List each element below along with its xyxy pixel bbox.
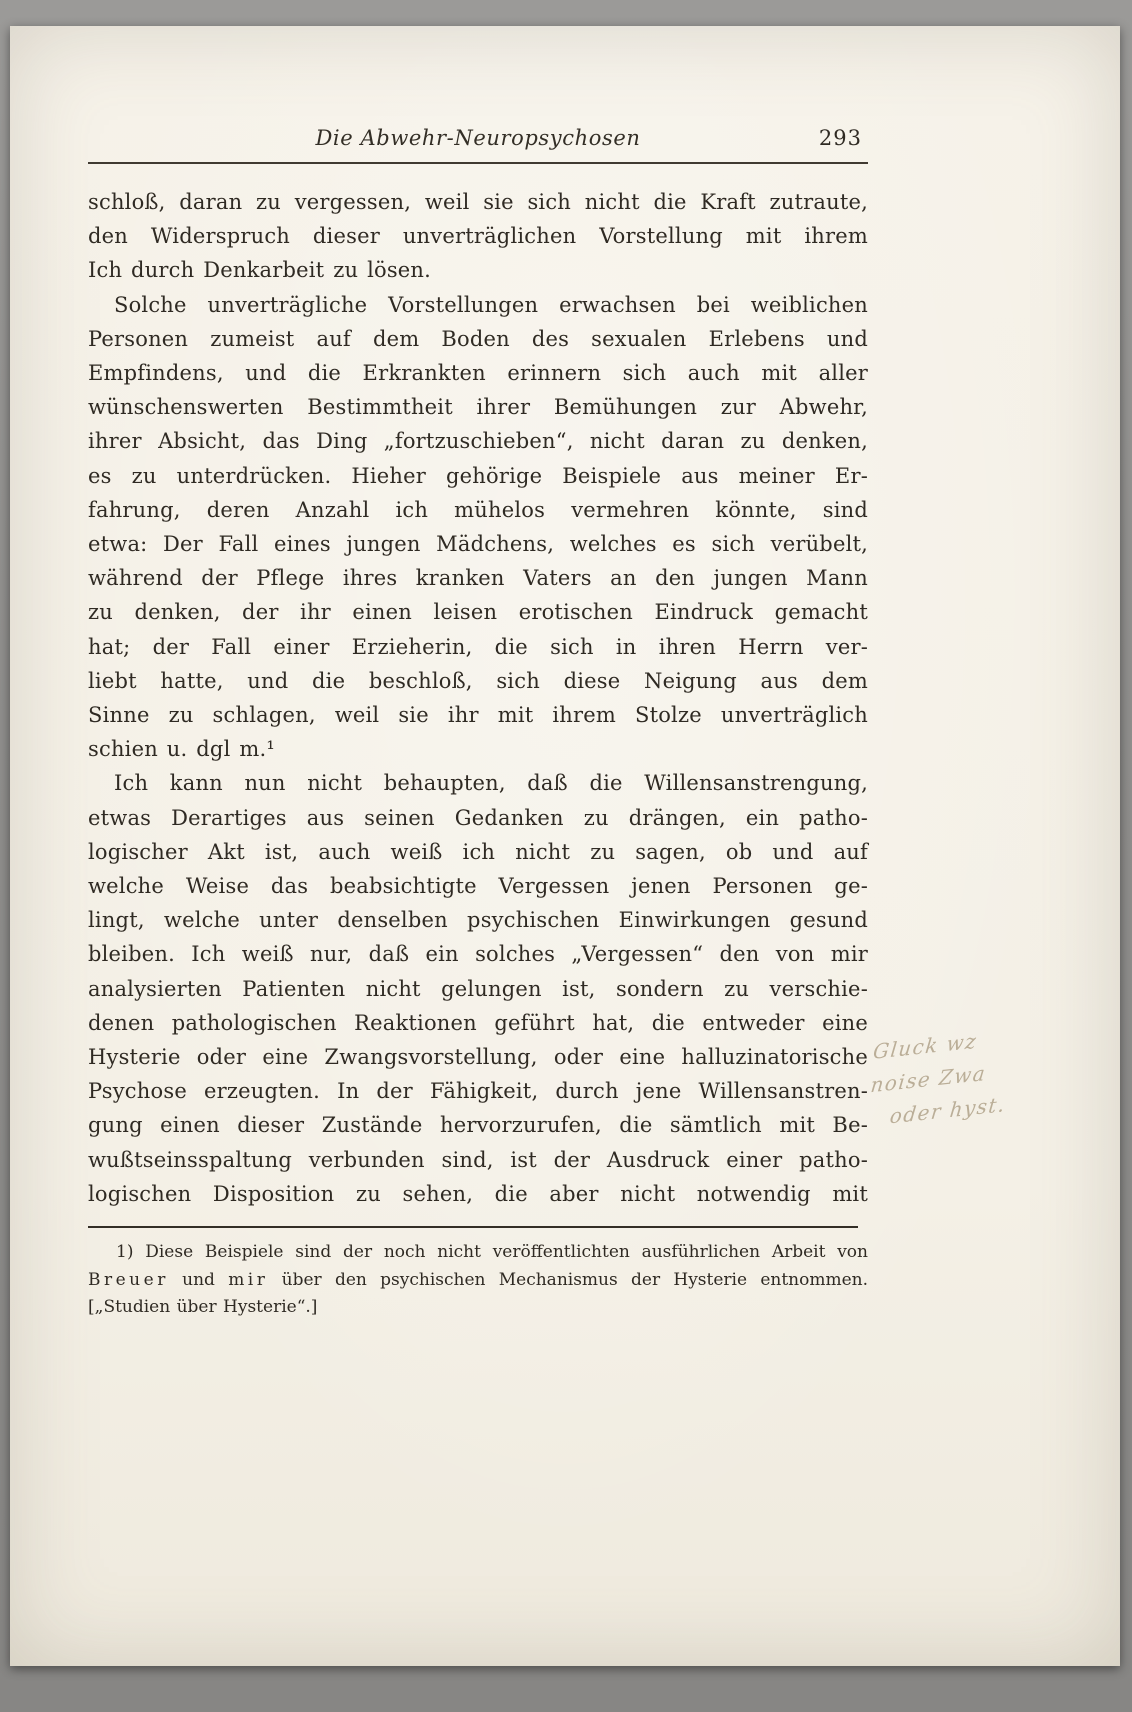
marginalia-line: Gluck wz — [871, 1028, 979, 1064]
text-line: wußtseinsspaltung verbunden sind, ist der Ausdruck einer patho- — [88, 1147, 868, 1172]
text-line: zu denken, der ihr einen leisen erotischen Eindruck gemacht — [88, 600, 868, 625]
body-text — [88, 185, 868, 1211]
text-line: liebt hatte, und die beschloß, sich diese Neigung aus dem — [88, 668, 868, 693]
text-line: denen pathologischen Reaktionen geführt hat, die entweder eine — [88, 1010, 868, 1035]
text-line: hat; der Fall einer Erzieherin, die sich in ihren Herrn ver- — [88, 634, 868, 659]
paragraph — [88, 766, 868, 1211]
footnote-spaced-name: Breuer — [88, 1269, 169, 1290]
text-line: Ich kann nun nicht behaupten, daß die Willensanstrengung, — [114, 771, 868, 796]
marginalia-line: oder hyst. — [888, 1091, 1008, 1129]
text-line: Solche unverträgliche Vorstellungen erwachsen bei weiblichen — [114, 292, 868, 317]
text-line: während der Pflege ihres kranken Vaters an den jungen Mann — [88, 566, 868, 591]
text-line: den Widerspruch dieser unverträglichen Vorstellung mit ihrem — [88, 224, 868, 249]
paragraph — [88, 288, 868, 767]
running-head-title: Die Abwehr-Neuropsychosen — [315, 126, 641, 150]
marginalia-line: noise Zwa — [869, 1060, 988, 1098]
text-line: etwas Derartiges aus seinen Gedanken zu drängen, ein patho- — [88, 805, 868, 830]
text-line: welche Weise das beabsichtigte Vergessen jenen Personen ge- — [88, 874, 868, 899]
text-line: bleiben. Ich weiß nur, daß ein solches „Vergessen“ den von mir — [88, 942, 868, 967]
text-line: Empfindens, und die Erkrankten erinnern sich auch mit aller — [88, 361, 868, 386]
text-line: lingt, welche unter denselben psychischen Einwirkungen gesund — [88, 908, 868, 933]
text-line: es zu unterdrücken. Hieher gehörige Beispiele aus meiner Er- — [88, 463, 868, 488]
text-line: ihrer Absicht, das Ding „fortzuschieben“, nicht daran zu denken, — [88, 429, 868, 454]
text-line: Hysterie oder eine Zwangsvorstellung, oder eine halluzinatorische — [88, 1045, 868, 1070]
page-number: 293 — [818, 126, 862, 150]
running-head — [88, 126, 868, 164]
text-line: Ich durch Denkarbeit zu lösen. — [88, 258, 432, 283]
text-line: logischen Disposition zu sehen, die aber nicht notwendig mit — [88, 1181, 868, 1206]
footnote-line: 1) Diese Beispiele sind der noch nicht veröffentlichten ausführlichen Arbeit von — [116, 1242, 868, 1263]
text-line: gung einen dieser Zustände hervorzurufen, die sämtlich mit Be- — [88, 1113, 868, 1138]
text-line: fahrung, deren Anzahl ich mühelos vermehren könnte, sind — [88, 497, 868, 522]
page-paper — [10, 26, 1120, 1666]
footnote-text: über den psychischen Mechanismus der Hysterie entnommen. — [268, 1269, 868, 1290]
handwritten-marginalia — [871, 1013, 1100, 1134]
text-line: wünschenswerten Bestimmtheit ihrer Bemühungen zur Abwehr, — [88, 395, 868, 420]
text-block — [88, 126, 868, 1322]
footnote-separator — [88, 1226, 858, 1228]
text-line: Psychose erzeugten. In der Fähigkeit, durch jene Willensanstren- — [88, 1079, 868, 1104]
text-line: analysierten Patienten nicht gelungen ist, sondern zu verschie- — [88, 976, 868, 1001]
paragraph — [88, 185, 868, 288]
footnote-text: und — [168, 1269, 229, 1290]
text-line: schloß, daran zu vergessen, weil sie sich nicht die Kraft zutraute, — [88, 190, 868, 214]
text-line: Sinne zu schlagen, weil sie ihr mit ihrem Stolze unverträglich — [88, 703, 868, 728]
footnote-line: [„Studien über Hysterie“.] — [88, 1297, 318, 1318]
footnote — [88, 1239, 868, 1322]
footnote-line — [88, 1267, 868, 1295]
text-line: etwa: Der Fall eines jungen Mädchens, welches es sich verübelt, — [88, 532, 868, 557]
footnote-spaced-name: mir — [228, 1269, 269, 1290]
text-line: schien u. dgl m.¹ — [88, 737, 275, 762]
text-line: logischer Akt ist, auch weiß ich nicht zu sagen, ob und auf — [88, 839, 868, 864]
text-line: Personen zumeist auf dem Boden des sexualen Erlebens und — [88, 326, 868, 351]
